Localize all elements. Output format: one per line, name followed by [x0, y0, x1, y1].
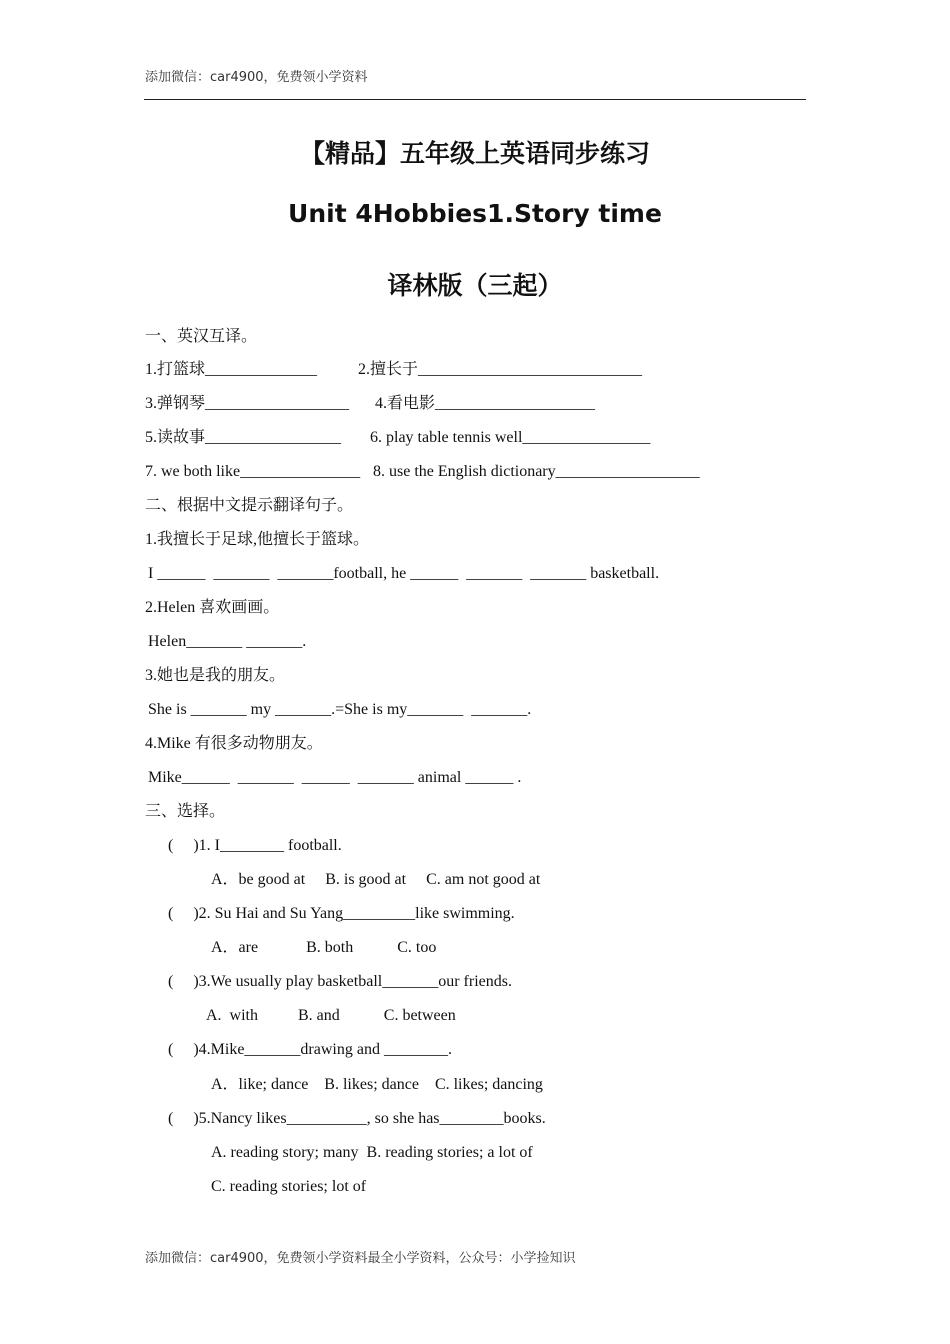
section1-item-1: 1.打篮球______________: [145, 361, 318, 378]
section2-q4-english: Mike______ _______ ______ _______ animal ______ .: [148, 769, 522, 786]
section1-item-7: 7. we both like_______________: [145, 463, 361, 480]
section3-q5: ( )5.Nancy likes__________, so she has________books.: [168, 1110, 546, 1127]
section2-q2-english: Helen_______ _______.: [148, 633, 307, 650]
section3-q5-options-c: C. reading stories; lot of: [211, 1178, 367, 1195]
section3-q1-options: A．be good at B. is good at C. am not good at: [211, 871, 541, 888]
section1-item-2: 2.擅长于____________________________: [358, 361, 643, 378]
footer-note: 添加微信：car4900，免费领小学资料最全小学资料，公众号：小学捡知识: [145, 1251, 576, 1266]
unit-title: Unit 4Hobbies1.Story time: [288, 199, 662, 228]
section2-q1-english: I ______ _______ _______football, he ______ _______ _______ basketball.: [148, 565, 660, 582]
section3-q5-options-ab: A. reading story; many B. reading stories; a lot of: [211, 1144, 533, 1161]
header-divider: [144, 99, 806, 100]
section3-q1: ( )1. I________ football.: [168, 837, 342, 854]
section2-q1-chinese: 1.我擅长于足球,他擅长于篮球。: [145, 531, 370, 548]
section3-q3: ( )3.We usually play basketball_______our friends.: [168, 973, 512, 990]
edition-title: 译林版（三起）: [387, 271, 563, 300]
section1-item-8: 8. use the English dictionary__________________: [373, 463, 700, 480]
section3-q2: ( )2. Su Hai and Su Yang_________like swimming.: [168, 905, 515, 922]
section2-q4-chinese: 4.Mike 有很多动物朋友。: [145, 735, 323, 752]
section1-heading: 一、英汉互译。: [145, 328, 258, 345]
section1-item-6: 6. play table tennis well________________: [370, 429, 651, 446]
section2-q2-chinese: 2.Helen 喜欢画画。: [145, 599, 280, 616]
main-title: 【精品】五年级上英语同步练习: [299, 139, 650, 168]
section3-q2-options: A．are B. both C. too: [211, 939, 437, 956]
section2-q3-english: She is _______ my _______.=She is my_______ _______.: [148, 701, 532, 718]
section3-q4: ( )4.Mike_______drawing and ________.: [168, 1041, 452, 1058]
header-note: 添加微信：car4900，免费领小学资料: [145, 70, 368, 85]
section1-item-5: 5.读故事_________________: [145, 429, 342, 446]
section1-item-3: 3.弹钢琴__________________: [145, 395, 350, 412]
section3-q3-options: A. with B. and C. between: [206, 1007, 456, 1024]
section2-q3-chinese: 3.她也是我的朋友。: [145, 667, 286, 684]
section1-item-4: 4.看电影____________________: [375, 395, 596, 412]
section3-q4-options: A．like; dance B. likes; dance C. likes; dancing: [211, 1076, 543, 1093]
section3-heading: 三、选择。: [145, 803, 226, 820]
section2-heading: 二、根据中文提示翻译句子。: [145, 497, 354, 514]
